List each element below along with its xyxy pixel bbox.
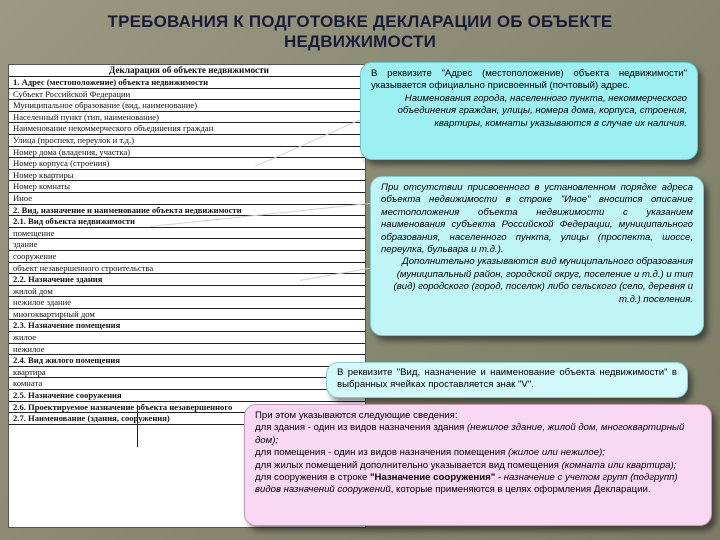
declaration-row: 2.7. Наименование (здания, сооружения) — [9, 413, 365, 425]
building-rule: для здания - один из видов назначения здания — [255, 422, 468, 434]
callout-details-structure — [255, 472, 701, 497]
declaration-row: Номер комнаты — [9, 181, 365, 193]
callout-details-intro: При этом указываются следующие сведения: — [255, 410, 458, 421]
declaration-row: 2.6. Проектируемое назначение объекта незавершенного — [9, 402, 365, 414]
declaration-row: нежилое здание — [9, 297, 365, 309]
callout-other-location — [370, 176, 704, 336]
callout-details-building — [255, 422, 701, 447]
living-rule: для жилых помещений дополнительно указывается вид помещения — [255, 459, 562, 471]
callout-other-para2: Дополнительно указываются вид муниципального образования (муниципальный район, городской округ, поселение и т.д.) и тип (вид) городского (город, поселок) либо сельского (село, деревня и т.д.) поселения. — [393, 256, 693, 305]
declaration-row: 2.4. Вид жилого помещения — [9, 355, 365, 367]
declaration-row: квартира — [9, 367, 365, 379]
declaration-row: Муниципальное образование (вид, наименование) — [9, 100, 365, 112]
declaration-row: здание — [9, 239, 365, 251]
slide-title: ТРЕБОВАНИЯ К ПОДГОТОВКЕ ДЕКЛАРАЦИИ ОБ ОБЪЕКТЕ НЕДВИЖИМОСТИ — [107, 12, 613, 51]
structure-rule: для сооружения в строке — [255, 472, 370, 484]
premises-rule-options: (жилое или нежилое); — [507, 447, 605, 459]
declaration-row: 2.2. Назначение здания — [9, 274, 365, 286]
structure-rule-purpose: , которые применяются в целях оформления Декларации. — [390, 484, 651, 496]
declaration-row: многоквартирный дом — [9, 309, 365, 321]
building-rule-options: (нежилое здание, жилой дом, многоквартирный дом); — [255, 422, 685, 446]
declaration-row: объект незавершенного строительства — [9, 263, 365, 275]
declaration-row: Иное — [9, 193, 365, 205]
living-rule-options: (комната или квартира); — [561, 459, 677, 471]
premises-rule: для помещения - один из видов назначения помещения — [255, 447, 508, 459]
declaration-row: Субъект Российской Федерации — [9, 89, 365, 101]
declaration-row: Улица (проспект, переулок и т.д.) — [9, 135, 365, 147]
declaration-row: 2. Вид, назначение и наименование объекта недвижимости — [9, 205, 365, 217]
declaration-row: Декларация об объекте недвижимости — [9, 65, 365, 77]
declaration-row: 2.3. Назначение помещения — [9, 320, 365, 332]
declaration-row: жилой дом — [9, 286, 365, 298]
structure-rule-field: "Назначение сооружения" — [369, 472, 496, 484]
declaration-row: комната — [9, 378, 365, 390]
callout-details-living — [255, 460, 701, 472]
declaration-row: Номер квартиры — [9, 170, 365, 182]
declaration-row: сооружение — [9, 251, 365, 263]
declaration-row: Номер корпуса (строения) — [9, 158, 365, 170]
declaration-row: Номер дома (владения, участка) — [9, 147, 365, 159]
callout-address — [360, 62, 698, 160]
declaration-row: 1. Адрес (местоположение) объекта недвижимости — [9, 77, 365, 89]
callout-address-para2: Наименования города, населенного пункта, некоммерческого объединения граждан, улицы, номера дома, корпуса, строения, квартиры, комнаты указываются в случае их наличия. — [397, 92, 687, 129]
declaration-row: помещение — [9, 228, 365, 240]
callout-other-para1: При отсутствии присвоенного в установленном порядке адреса объекта недвижимости в строке "Иное" вносится описание местоположения объекта недвижимости с указанием наименования субъекта Российской Федерации, муниципального образования, населенного пункта, улицы (проспекта, шоссе, переулка, бульвара и т.д.). — [381, 182, 693, 256]
declaration-row: жилое — [9, 332, 365, 344]
declaration-row: 2.5. Назначение сооружения — [9, 390, 365, 402]
callout-details — [244, 404, 712, 526]
callout-type-purpose — [326, 362, 688, 398]
structure-rule-groups: - назначение с учетом групп (подгрупп) видов назначений сооружений — [255, 472, 678, 496]
declaration-row: Населенный пункт (тип, наименование) — [9, 112, 365, 124]
callout-type-text: В реквизите "Вид, назначение и наименование объекта недвижимости" в выбранных ячейках проставляется знак "V". — [337, 367, 677, 391]
declaration-row: Наименование некоммерческого объединения граждан — [9, 123, 365, 135]
declaration-row: 2.1. Вид объекта недвижимости — [9, 216, 365, 228]
callout-details-premises — [255, 447, 701, 459]
declaration-row: нежилое — [9, 344, 365, 356]
callout-address-para1: В реквизите "Адрес (местоположение) объекта недвижимости" указывается официально присвоенный (почтовый) адрес. — [371, 68, 687, 92]
